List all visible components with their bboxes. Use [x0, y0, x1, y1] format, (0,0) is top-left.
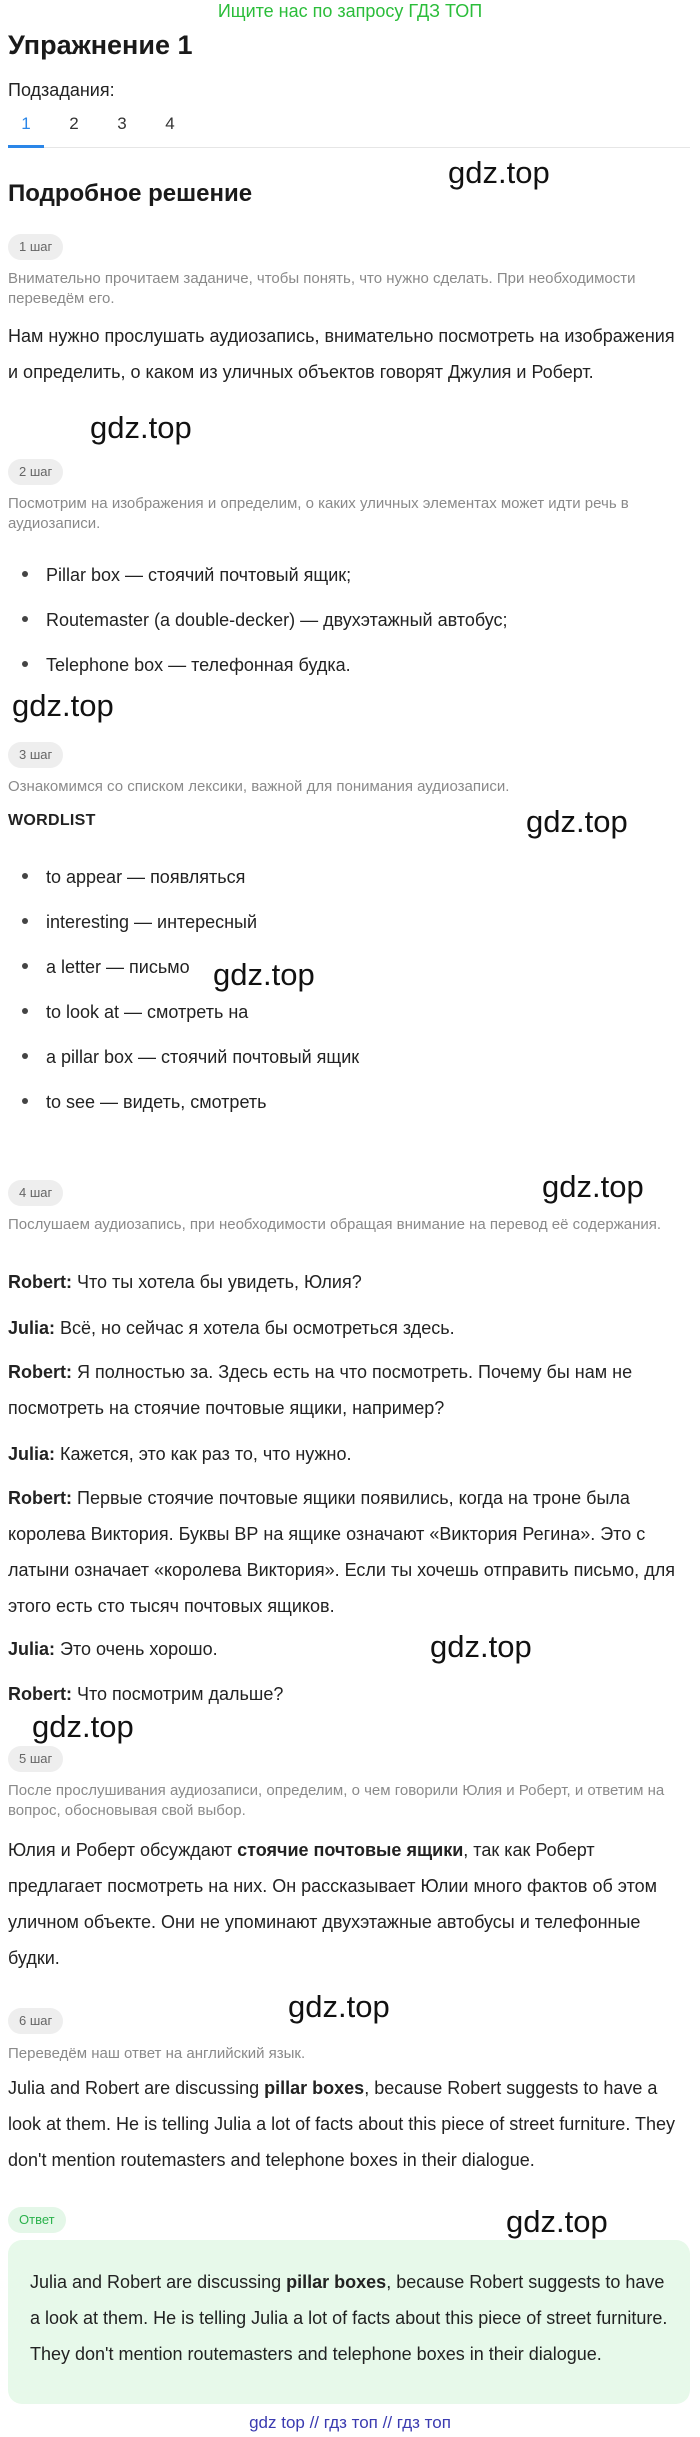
watermark: gdz.top: [542, 1169, 644, 1204]
watermark: gdz.top: [12, 688, 114, 723]
subtask-tabs: [8, 110, 690, 148]
step-badge: 3 шаг: [8, 742, 63, 768]
solution-heading: Подробное решение: [8, 180, 253, 207]
dialogue-line: Robert: Первые стоячие почтовые ящики появились, когда на троне была королева Виктория. Буквы ВР на ящике означают «Виктория Регина». Это с латыни означает «королева Виктория». Если ты хочешь отправить письмо, для этого есть сто тысяч почтовых ящиков.: [8, 1488, 675, 1616]
bullet-icon: [22, 661, 28, 667]
dialogue-line: Robert: Я полностью за. Здесь есть на что посмотреть. Почему бы нам не посмотреть на стоячие почтовые ящики, например?: [8, 1362, 633, 1418]
bullet-icon: [22, 963, 28, 969]
step-hint: Переведём наш ответ на английский язык.: [8, 2045, 306, 2062]
step-hint: Послушаем аудиозапись, при необходимости обращая внимание на перевод её содержания.: [8, 1216, 662, 1233]
step-badge: 1 шаг: [8, 234, 63, 260]
step-badge: 2 шаг: [8, 459, 63, 485]
top-banner-link[interactable]: Ищите нас по запросу ГДЗ ТОП: [217, 1, 483, 21]
dialogue-line: Julia: Всё, но сейчас я хотела бы осмотреться здесь.: [8, 1318, 455, 1338]
subtasks-label: Подзадания:: [8, 80, 115, 100]
dialogue-line: Robert: Что посмотрим дальше?: [8, 1684, 284, 1704]
list-item: Routemaster (a double-decker) — двухэтажный автобус;: [22, 608, 508, 632]
step-hint: Посмотрим на изображения и определим, о каких уличных элементах может идти речь в аудиозаписи.: [8, 495, 629, 532]
footer-links[interactable]: gdz top // гдз топ // гдз топ: [249, 2413, 451, 2432]
step-text: Julia and Robert are discussing pillar boxes, because Robert suggests to have a look at them. He is telling Julia a lot of facts about this piece of street furniture. They don't mention routemasters and telephone boxes in their dialogue.: [8, 2078, 676, 2170]
tab-subtask-3[interactable]: 3: [117, 114, 127, 133]
tab-subtask-4[interactable]: 4: [165, 114, 175, 133]
list-item: a pillar box — стоячий почтовый ящик: [22, 1045, 359, 1069]
list-item: interesting — интересный: [22, 910, 257, 934]
step-hint: После прослушивания аудиозаписи, определим, о чем говорили Юлия и Роберт, и ответим на вопрос, обосновывая свой выбор.: [8, 1782, 665, 1819]
watermark: gdz.top: [430, 1629, 532, 1664]
bullet-icon: [22, 616, 28, 622]
bullet-icon: [22, 1008, 28, 1014]
bullet-icon: [22, 571, 28, 577]
step-hint: Ознакомимся со списком лексики, важной для понимания аудиозаписи.: [8, 778, 510, 795]
bullet-icon: [22, 873, 28, 879]
tab-subtask-2[interactable]: 2: [69, 114, 79, 133]
list-item: to appear — появляться: [22, 865, 245, 889]
wordlist-heading: WORDLIST: [8, 812, 96, 829]
list-item: to see — видеть, смотреть: [22, 1090, 266, 1114]
tab-subtask-1[interactable]: 1: [8, 110, 44, 148]
step-hint: Внимательно прочитаем заданиче, чтобы понять, что нужно сделать. При необходимости переведём его.: [8, 270, 636, 307]
list-item: to look at — смотреть на: [22, 1000, 248, 1024]
bullet-icon: [22, 1098, 28, 1104]
dialogue-line: Julia: Это очень хорошо.: [8, 1639, 218, 1659]
answer-badge: Ответ: [8, 2207, 66, 2233]
list-item: Pillar box — стоячий почтовый ящик;: [22, 563, 351, 587]
watermark: gdz.top: [90, 410, 192, 445]
watermark: gdz.top: [32, 1709, 134, 1744]
step-badge: 4 шаг: [8, 1180, 63, 1206]
watermark: gdz.top: [213, 957, 315, 992]
step-badge: 6 шаг: [8, 2008, 63, 2034]
page-title: Упражнение 1: [8, 30, 193, 60]
step-badge: 5 шаг: [8, 1746, 63, 1772]
dialogue-line: Robert: Что ты хотела бы увидеть, Юлия?: [8, 1272, 362, 1292]
watermark: gdz.top: [288, 1989, 390, 2024]
bullet-icon: [22, 1053, 28, 1059]
list-item: Telephone box — телефонная будка.: [22, 653, 351, 677]
dialogue-line: Julia: Кажется, это как раз то, что нужно.: [8, 1444, 352, 1464]
watermark: gdz.top: [526, 804, 628, 839]
step-text: Юлия и Роберт обсуждают стоячие почтовые ящики, так как Роберт предлагает посмотреть на них. Он рассказывает Юлии много фактов об этом уличном объекте. Они не упоминают двухэтажные автобусы и телефонные будки.: [8, 1840, 658, 1968]
watermark: gdz.top: [506, 2204, 608, 2239]
bullet-icon: [22, 918, 28, 924]
answer-box: Julia and Robert are discussing pillar boxes, because Robert suggests to have a look at them. He is telling Julia a lot of facts about this piece of street furniture. They don't mention routemasters and telephone boxes in their dialogue.: [8, 2240, 690, 2404]
list-item: a letter — письмо: [22, 955, 190, 979]
step-text: Нам нужно прослушать аудиозапись, внимательно посмотреть на изображения и определить, о каком из уличных объектов говорят Джулия и Роберт.: [8, 326, 675, 382]
watermark: gdz.top: [448, 155, 550, 190]
